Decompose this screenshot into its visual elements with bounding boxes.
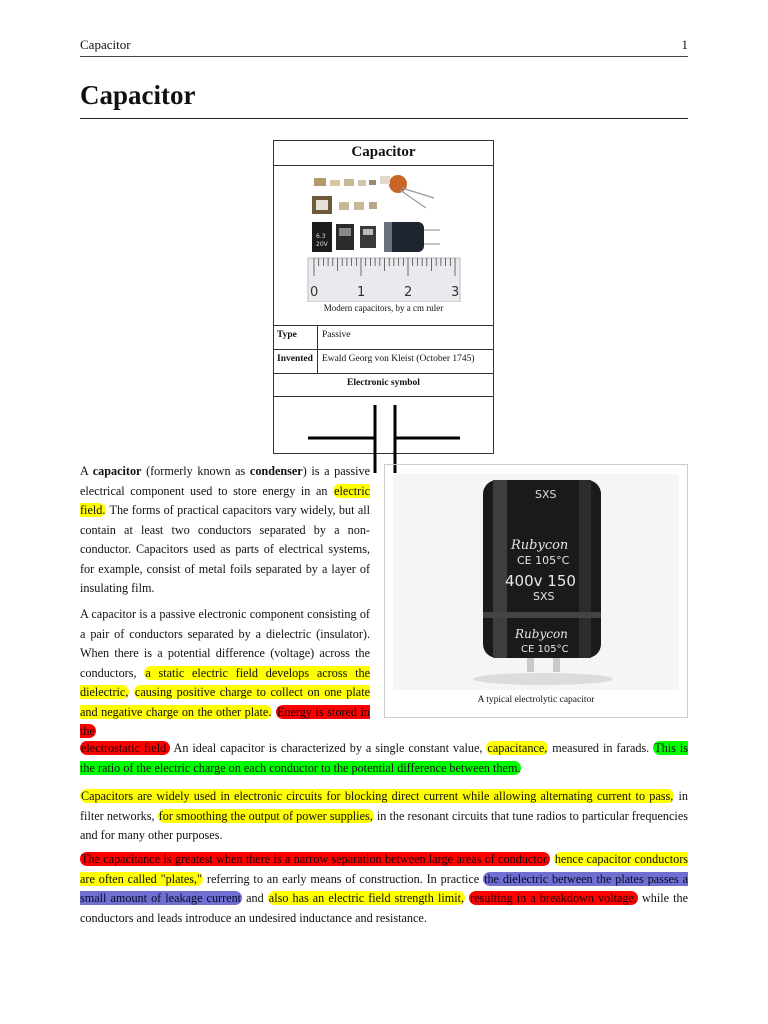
highlight-yellow: a static electric field develops across the dielectric,	[80, 665, 370, 699]
text-run: while the conductors and leads introduce an undesired inductance and resistance.	[80, 891, 689, 925]
infobox-row-key: Invented	[274, 350, 318, 373]
photo-label-ce: CE 105°C	[517, 554, 570, 567]
term-capacitor: capacitor	[92, 464, 142, 478]
text-run: in filter networks,	[80, 789, 688, 823]
term-condenser: condenser	[249, 464, 303, 478]
infobox-row-invented	[274, 349, 493, 373]
figure-caption: A typical electrolytic capacitor	[477, 695, 595, 705]
infobox-row-key: Type	[274, 326, 318, 349]
photo-label-series-top: SXS	[535, 488, 557, 501]
infobox-row-value: Ewald Georg von Kleist (October 1745)	[322, 354, 475, 364]
text-run: The forms of practical capacitors vary widely, but all contain at least two conductors separated by a non-conductor. Capacitors used as parts of electrical systems, for example, consist of metal foils separated by a layer of insulating film.	[80, 503, 370, 595]
page-number: 1	[681, 37, 688, 52]
highlight-yellow: capacitance,	[487, 741, 548, 755]
highlight-red: resulting in a breakdown voltage,	[470, 891, 637, 905]
page-title: Capacitor	[80, 80, 196, 110]
photo-label-ce-lower: CE 105°C	[521, 644, 569, 655]
paragraph-2-continued	[80, 739, 688, 778]
text-run: referring to an early means of construction. In practice	[203, 871, 484, 886]
capacitors-photo	[274, 166, 493, 302]
svg-text:6.3: 6.3	[316, 233, 326, 240]
electrolytic-photo	[393, 474, 679, 690]
text-run: (formerly known as	[141, 464, 250, 478]
infobox-row-type	[274, 325, 493, 349]
highlight-yellow: also has an electric field strength limit,	[268, 891, 465, 905]
ruler-label-1: 1	[357, 285, 366, 300]
highlight-red: Energy is stored in the	[80, 704, 371, 738]
infobox-row-value: Passive	[322, 330, 351, 340]
highlight-green: This is the ratio of the electric charge on each conductor to the potential difference between them.	[80, 741, 688, 775]
paragraph-3	[80, 787, 688, 846]
highlight-red: electrostatic field.	[81, 741, 170, 755]
text-run: measured in farads.	[548, 741, 654, 755]
running-header-title: Capacitor	[80, 37, 131, 52]
highlight-yellow: Capacitors are widely used in electronic circuits for blocking direct current while allowing alternating current to pass,	[81, 789, 674, 803]
text-run: An ideal capacitor is characterized by a single constant value,	[170, 741, 487, 755]
highlight-yellow: hence capacitor conductors are often called "plates,"	[80, 852, 689, 886]
highlight-yellow: electric field.	[80, 483, 370, 517]
paragraph-1	[80, 462, 370, 599]
text-run: A	[80, 464, 93, 478]
title-divider	[80, 118, 688, 119]
infobox-image-caption: Modern capacitors, by a cm ruler	[323, 303, 444, 313]
infobox-title: Capacitor	[274, 141, 493, 166]
highlight-yellow: causing positive charge to collect on one plate and negative charge on the other plate.	[80, 685, 370, 719]
highlight-red: The capacitance is greatest when there is a narrow separation between large areas of conductor,	[81, 852, 550, 866]
highlight-yellow: for smoothing the output of power supplies,	[158, 808, 373, 823]
paragraph-2	[80, 605, 370, 742]
infobox-symbol-header: Electronic symbol	[274, 373, 493, 397]
photo-label-rating: 400v 150	[505, 572, 576, 590]
text-run: A capacitor is a passive electronic component consisting of a pair of conductors separated by a dielectric (insulator). When there is a potential difference (voltage) across the conductors,	[80, 607, 370, 680]
ruler-label-3: 3	[451, 285, 460, 300]
svg-text:20V: 20V	[316, 241, 328, 248]
highlight-blue: the dielectric between the plates passes a small amount of leakage current	[80, 871, 688, 905]
ruler-label-0: 0	[310, 285, 319, 300]
photo-label-series: SXS	[533, 590, 555, 603]
text-run: ) is a passive electrical component used to store energy in an	[80, 464, 370, 498]
photo-label-brand-lower: Rubycon	[515, 627, 568, 641]
electrolytic-figure	[384, 464, 688, 718]
infobox	[273, 140, 494, 454]
paragraph-4	[80, 850, 688, 928]
text-run: and	[242, 891, 268, 905]
infobox-image	[274, 166, 493, 302]
photo-label-brand: Rubycon	[511, 538, 569, 553]
ruler-label-2: 2	[404, 285, 413, 300]
text-run: in the resonant circuits that tune radios to particular frequencies and for many other purposes.	[80, 808, 688, 842]
running-header	[80, 36, 688, 57]
